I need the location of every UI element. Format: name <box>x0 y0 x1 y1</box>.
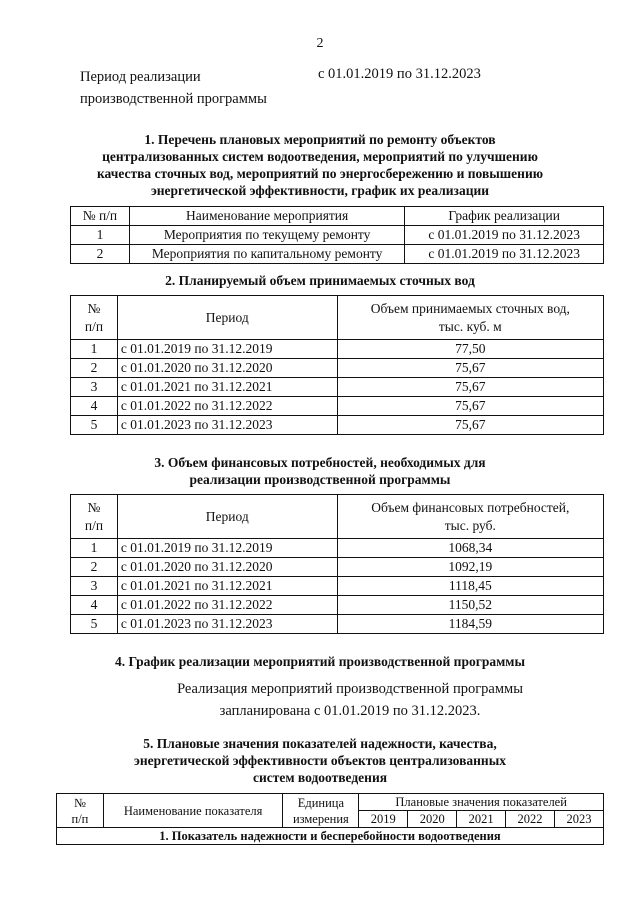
col-no: № п/п <box>57 794 104 828</box>
section-4-title: 4. График реализации мероприятий производственной программы <box>114 654 526 669</box>
col-year: 2023 <box>555 811 604 828</box>
indicators-table <box>56 793 604 845</box>
section-row: 1. Показатель надежности и бесперебойности водоотведения <box>57 828 604 845</box>
col-no: № п/п <box>71 495 118 539</box>
table-row: 5 с 01.01.2023 по 31.12.2023 1184,59 <box>71 615 604 634</box>
period-value: с 01.01.2019 по 31.12.2023 <box>318 66 481 82</box>
col-no: № п/п <box>71 296 118 340</box>
financial-needs-table <box>70 494 604 634</box>
table-row: 2 Мероприятия по капитальному ремонту с 01.01.2019 по 31.12.2023 <box>71 245 604 264</box>
period-label <box>80 66 300 110</box>
table-row <box>57 828 604 845</box>
col-schedule: График реализации <box>405 207 604 226</box>
table-row: 3 с 01.01.2021 по 31.12.2021 1118,45 <box>71 577 604 596</box>
col-name: Наименование мероприятия <box>129 207 404 226</box>
page-number: 2 <box>316 36 324 51</box>
table-row: 4 с 01.01.2022 по 31.12.2022 75,67 <box>71 397 604 416</box>
table-header-row <box>57 794 604 811</box>
col-volume: Объем принимаемых сточных вод, тыс. куб. м <box>337 296 603 340</box>
table-header-row <box>71 296 604 340</box>
table-row: 1 с 01.01.2019 по 31.12.2019 77,50 <box>71 340 604 359</box>
col-unit: Единица измерения <box>283 794 359 828</box>
table-header-row <box>71 207 604 226</box>
section-5-title: 5. Плановые значения показателей надежности, качества, энергетической эффективности объектов централизованных систем водоотведения <box>133 736 506 785</box>
table-row: 1 с 01.01.2019 по 31.12.2019 1068,34 <box>71 539 604 558</box>
col-year: 2020 <box>408 811 457 828</box>
table-row: 4 с 01.01.2022 по 31.12.2022 1150,52 <box>71 596 604 615</box>
col-plan-values: Плановые значения показателей <box>359 794 604 811</box>
section-1-title: 1. Перечень плановых мероприятий по ремонту объектов централизованных систем водоотведения, мероприятий по улучшению качества сточных вод, мероприятий по энергосбережению и повышению энергетической эффективности, график их реализации <box>96 132 544 198</box>
section-4-text: Реализация мероприятий производственной программы запланирована с 01.01.2019 по 31.12.2023. <box>177 681 523 719</box>
period-label-line2: производственной программы <box>80 91 267 107</box>
section-3-title: 3. Объем финансовых потребностей, необходимых для реализации производственной программы <box>154 455 486 487</box>
col-year: 2019 <box>359 811 408 828</box>
col-year: 2022 <box>506 811 555 828</box>
table-row: 3 с 01.01.2021 по 31.12.2021 75,67 <box>71 378 604 397</box>
table-row: 5 с 01.01.2023 по 31.12.2023 75,67 <box>71 416 604 435</box>
measures-table <box>70 206 604 264</box>
section-2-title: 2. Планируемый объем принимаемых сточных вод <box>165 273 475 288</box>
col-period: Период <box>117 495 337 539</box>
col-financial: Объем финансовых потребностей, тыс. руб. <box>337 495 603 539</box>
table-row: 2 с 01.01.2020 по 31.12.2020 1092,19 <box>71 558 604 577</box>
col-period: Период <box>117 296 337 340</box>
col-year: 2021 <box>457 811 506 828</box>
wastewater-volume-table <box>70 295 604 435</box>
table-header-row <box>71 495 604 539</box>
col-no: № п/п <box>71 207 130 226</box>
period-label-line1: Период реализации <box>80 69 201 85</box>
table-row: 1 Мероприятия по текущему ремонту с 01.01.2019 по 31.12.2023 <box>71 226 604 245</box>
col-indicator: Наименование показателя <box>103 794 283 828</box>
table-row: 2 с 01.01.2020 по 31.12.2020 75,67 <box>71 359 604 378</box>
